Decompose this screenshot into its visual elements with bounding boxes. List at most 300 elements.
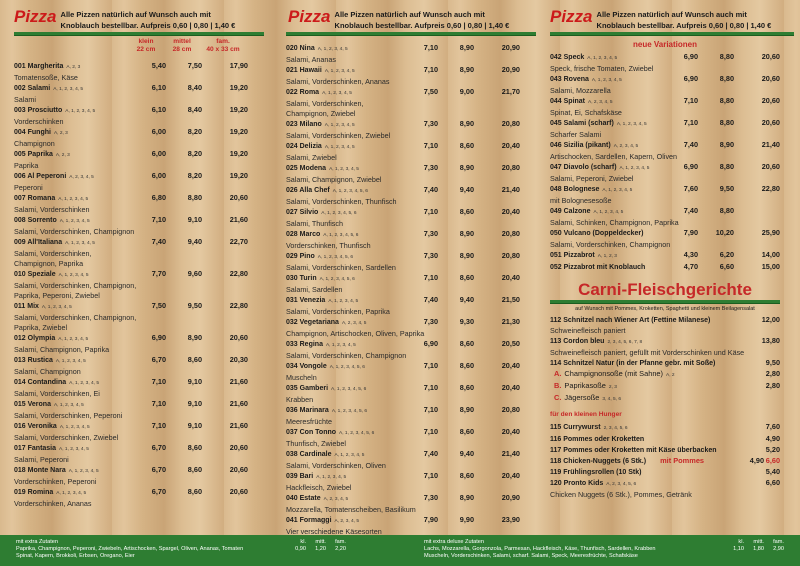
menu-item-name: 040 Estate <box>286 495 321 502</box>
menu-item-description: Salami, Champignon <box>14 367 81 376</box>
price-small: 7,30 <box>423 251 438 260</box>
price-small: 6,90 <box>423 339 438 348</box>
menu-item-row <box>286 317 520 329</box>
kids-item-name-wrap <box>550 422 744 434</box>
menu-item <box>286 361 520 383</box>
allergen-codes: A, 1, 2, 3, 4, 5, 6 <box>323 233 359 238</box>
allergen-codes: A, 2, 3, 4, 5 <box>334 519 360 524</box>
price-small: 7,30 <box>423 317 438 326</box>
menu-item-name: 020 Nina <box>286 45 315 52</box>
menu-item-description: Salami, Thunfisch <box>286 219 343 228</box>
pizza-list-new <box>548 40 800 500</box>
menu-item <box>14 127 248 149</box>
price-medium: 9,10 <box>187 377 202 386</box>
menu-item-name-wrap <box>286 119 402 131</box>
price-small: 7,10 <box>423 65 438 74</box>
kids-item-row <box>550 434 780 445</box>
price-medium: 9,40 <box>187 237 202 246</box>
menu-item-row <box>286 427 520 439</box>
menu-item-description: Salami, Vorderschinken, Champignon, <box>14 313 137 322</box>
sauce-name: Champignonsoße (mit Sahne) <box>564 369 663 378</box>
kids-item-name: 120 Pronto Kids <box>550 480 604 487</box>
menu-item-name-wrap <box>14 237 130 249</box>
price-small: 7,50 <box>151 301 166 310</box>
menu-item-name-wrap <box>14 421 130 433</box>
price-medium: 8,60 <box>459 141 474 150</box>
size-header <box>0 38 270 53</box>
price-family: 20,60 <box>229 443 248 452</box>
menu-item <box>14 355 248 377</box>
price-family: 21,40 <box>501 185 520 194</box>
menu-item-description: Salami, Vorderschinken, Zwiebel <box>286 131 391 140</box>
menu-item-name: 041 Formaggi <box>286 517 332 524</box>
menu-item-row <box>286 295 520 307</box>
price-family: 21,60 <box>229 377 248 386</box>
menu-item-row <box>550 250 780 262</box>
menu-item-name: 028 Marco <box>286 231 321 238</box>
price-medium: 6,20 <box>719 250 734 259</box>
menu-item-name-wrap <box>14 377 130 389</box>
allergen-codes: A, 1, 2, 3, 4, 5 <box>616 122 647 127</box>
menu-item-name: 032 Vegetariana <box>286 319 339 326</box>
menu-item-name-wrap <box>550 74 662 86</box>
menu-item <box>14 443 248 465</box>
kids-item-name: 115 Currywurst <box>550 424 601 431</box>
menu-item-name: 030 Turin <box>286 275 317 282</box>
sauce-letter: A. <box>554 369 562 378</box>
menu-item-name-wrap <box>286 87 402 99</box>
green-divider <box>550 300 780 304</box>
allergen-codes: A, 2, 3, 4, 5 <box>588 100 613 105</box>
menu-item <box>286 65 520 87</box>
deluxe-toppings-block: mit extra deluxe Zutaten kl. mitt. fam. Lachs, Mozzarella, Gorgonzola, Parmesan, Hackfleisch, Käse, Thunfisch, Sardellen, Krabben 1,10 1,80 2,90 Muscheln, Vorderschinken, Salami, scharf. Salami, Speck, Meeresfrüchte, Schafskäse <box>424 539 784 559</box>
menu-item <box>286 317 520 339</box>
allergen-codes: A, 1, 2, 3, 4, 5 <box>53 87 84 92</box>
allergen-codes: A, 2, 3, 4, 5 <box>613 144 639 149</box>
menu-item-name: 004 Funghi <box>14 129 51 136</box>
menu-item <box>286 295 520 317</box>
price-small: 7,40 <box>423 185 438 194</box>
menu-item-row <box>14 269 248 281</box>
menu-item-row <box>14 399 248 411</box>
meat-dish-price: 9,50 <box>765 358 780 367</box>
menu-item-name: 019 Romina <box>14 489 54 496</box>
menu-item-description: Paprika <box>14 161 39 170</box>
menu-item-name: 021 Hawaii <box>286 67 322 74</box>
menu-item-name: 052 Pizzabrot mit Knoblauch <box>550 264 646 271</box>
menu-column-3 <box>548 0 800 535</box>
allergen-codes: A, 1, 2, 3, 4, 5 <box>328 299 359 304</box>
menu-item-row <box>14 421 248 433</box>
price-small: 6,90 <box>151 333 166 342</box>
menu-item-row <box>14 301 248 313</box>
pizza-header <box>0 0 270 30</box>
price-medium: 8,60 <box>459 339 474 348</box>
price-small: 5,40 <box>151 61 166 70</box>
menu-item <box>14 83 248 105</box>
meat-dish-price: 12,00 <box>761 315 780 324</box>
menu-item <box>14 399 248 421</box>
menu-item-name-wrap <box>550 96 662 108</box>
allergen-codes: A, 1, 2, 3 <box>597 254 617 259</box>
menu-item-name: 031 Venezia <box>286 297 326 304</box>
menu-item <box>286 141 520 163</box>
menu-item-row <box>14 333 248 345</box>
menu-item-description: Vorderschinken, Ananas <box>14 499 92 508</box>
kids-item-name: 118 Chicken-Nuggets (6 Stk.) <box>550 458 647 465</box>
meat-dish-row <box>550 336 780 348</box>
menu-item <box>286 43 520 65</box>
menu-item-row <box>14 171 248 183</box>
menu-item-row <box>14 377 248 389</box>
price-small: 7,30 <box>423 229 438 238</box>
green-divider <box>14 32 264 36</box>
menu-item <box>14 171 248 193</box>
allergen-codes: A, 2, 3 <box>66 65 81 70</box>
allergen-codes: 2, 3, 4, 5, 6 <box>603 426 628 431</box>
price-medium: 8,40 <box>187 105 202 114</box>
price-family: 19,20 <box>229 127 248 136</box>
kids-item-price: 6,60 <box>765 478 780 487</box>
sauce-price: 2,80 <box>765 369 780 378</box>
price-small: 7,10 <box>423 405 438 414</box>
price-medium: 9,10 <box>187 399 202 408</box>
kids-item-name-wrap <box>550 478 744 490</box>
menu-item-description: Peperoni <box>14 183 43 192</box>
kids-item-name-wrap <box>550 456 742 467</box>
kids-menu-list <box>550 422 780 500</box>
extras-line: Spinat, Kapern, Brokkoli, Erbsen, Oregano, Eier <box>16 553 135 559</box>
menu-item-name-wrap <box>14 105 130 117</box>
pizza-header <box>548 0 800 30</box>
menu-item-description: Vorderschinken, Peperoni <box>14 477 97 486</box>
menu-item <box>550 184 780 206</box>
menu-item-description: Salami, Vorderschinken, Champignon <box>14 227 135 236</box>
price-family: 21,60 <box>229 421 248 430</box>
pizza-header <box>282 0 542 30</box>
price-small: 6,90 <box>683 52 698 61</box>
menu-item-name: 039 Bari <box>286 473 314 480</box>
menu-item-name: 045 Salami (scharf) <box>550 120 614 127</box>
menu-item-description: Salami, Sardellen <box>286 285 343 294</box>
price-family: 25,90 <box>761 228 780 237</box>
deluxe-title: mit extra deluxe Zutaten <box>424 539 485 545</box>
menu-item-name-wrap <box>14 333 130 345</box>
allergen-codes: 2, 3, 4, 5, 6, 7, 8 <box>607 340 643 345</box>
kids-item-name-wrap <box>550 434 744 445</box>
menu-item <box>14 333 248 355</box>
allergen-codes: A, 1, 2, 3, 4, 5 <box>58 337 89 342</box>
price-medium: 9,50 <box>719 184 734 193</box>
menu-item-description: Mozzarella, Tomatenscheiben, Basilikum <box>286 505 416 514</box>
price-family: 20,40 <box>501 471 520 480</box>
sauce-letter: B. <box>554 381 562 390</box>
allergen-codes: A, 1, 2, 3, 4, 5 <box>324 123 355 128</box>
menu-item-row <box>14 487 248 499</box>
kids-item <box>550 445 780 456</box>
price-small: 7,90 <box>683 228 698 237</box>
price-small: 6,00 <box>151 149 166 158</box>
kids-item-name-wrap <box>550 467 744 478</box>
price-family: 20,40 <box>501 207 520 216</box>
menu-item-row <box>286 339 520 351</box>
menu-item-row <box>14 83 248 95</box>
price-family: 22,80 <box>229 301 248 310</box>
menu-item-name: 008 Sorrento <box>14 217 57 224</box>
allergen-codes: A, 1, 2, 3, 4, 5 <box>329 167 359 172</box>
price-small: 7,30 <box>423 163 438 172</box>
menu-item <box>286 405 520 427</box>
menu-item-name: 002 Salami <box>14 85 51 92</box>
kids-item-row <box>550 445 780 456</box>
price-medium: 8,20 <box>187 171 202 180</box>
menu-item <box>550 206 780 228</box>
price-family: 20,80 <box>501 119 520 128</box>
meat-dish-description: Schweinefleisch paniert, gefüllt mit Vorderschinken und Käse <box>550 348 745 357</box>
menu-item-name: 034 Vongole <box>286 363 327 370</box>
menu-item-name-wrap <box>14 465 130 477</box>
menu-item-description: Salami, Peperoni, Zwiebel <box>550 174 634 183</box>
price-medium: 9,10 <box>187 215 202 224</box>
pizza-list <box>0 61 270 509</box>
menu-item-name-wrap <box>14 61 130 73</box>
allergen-codes: A, 1, 2, 3, 4, 5, 6 <box>321 211 357 216</box>
price-medium: 8,60 <box>187 443 202 452</box>
price-family: 20,80 <box>501 405 520 414</box>
menu-item <box>550 96 780 118</box>
price-medium: 8,90 <box>459 119 474 128</box>
price-medium: 8,90 <box>459 43 474 52</box>
price-family: 20,60 <box>229 465 248 474</box>
extra-toppings-block: mit extra Zutaten kl. mitt. fam. Paprika, Champignon, Peperoni, Zwiebeln, Artischocken, Spargel, Oliven, Ananas, Tomaten 0,90 1,20 2,20 Spinat, Kapern, Brokkoli, Erbsen, Oregano, Eier <box>16 539 346 559</box>
sauce-option <box>550 381 780 393</box>
allergen-codes: 2, 3 <box>608 385 617 390</box>
menu-item <box>550 118 780 140</box>
menu-item-name: 010 Speziale <box>14 271 56 278</box>
price-family: 22,70 <box>229 237 248 246</box>
allergen-codes: A, 2, 3, 4, 5 <box>341 321 367 326</box>
sauce-option <box>550 393 780 405</box>
menu-item-description: Vorderschinken, Thunfisch <box>286 241 371 250</box>
price-medium: 8,90 <box>459 493 474 502</box>
menu-item-description: Salami, Vorderschinken, Sardellen <box>286 263 396 272</box>
menu-item-description: Krabben <box>286 395 314 404</box>
price-medium: 9,50 <box>187 301 202 310</box>
menu-item-description: mit Bolognesesoße <box>550 196 612 205</box>
menu-item-row <box>286 65 520 77</box>
price-small: 7,10 <box>423 273 438 282</box>
size-family: fam. 40 x 33 cm <box>206 38 240 53</box>
price-small: 6,70 <box>151 465 166 474</box>
menu-item-name: 012 Olympia <box>14 335 56 342</box>
menu-item-row <box>286 471 520 483</box>
price-family: 23,90 <box>501 515 520 524</box>
menu-item-row <box>550 74 780 86</box>
menu-item-name: 027 Silvio <box>286 209 319 216</box>
menu-item-row <box>286 229 520 241</box>
pizza-list <box>282 43 542 535</box>
kids-item-row <box>550 467 780 478</box>
price-family: 20,80 <box>501 163 520 172</box>
price-family: 20,40 <box>501 383 520 392</box>
allergen-codes: A, 1, 2, 3, 4, 5 <box>69 381 99 386</box>
kids-item-description: Chicken Nuggets (6 Stk.), Pommes, Getränk <box>550 490 692 499</box>
menu-item <box>14 421 248 443</box>
kids-item-row <box>550 456 780 467</box>
allergen-codes: A, 1, 2, 3, 4, 5 <box>59 425 90 430</box>
menu-item-name: 006 Al Peperoni <box>14 173 67 180</box>
menu-item-name-wrap <box>286 43 402 55</box>
price-medium: 8,20 <box>187 127 202 136</box>
menu-item <box>14 215 248 237</box>
menu-item-description: Salami <box>14 95 36 104</box>
allergen-codes: A, 2, 3 <box>55 153 70 158</box>
price-family: 20,80 <box>501 251 520 260</box>
menu-item-description: Hackfleisch, Zwiebel <box>286 483 352 492</box>
menu-item-row <box>550 206 780 218</box>
menu-item <box>14 61 248 83</box>
menu-item-name: 026 Alla Chef <box>286 187 330 194</box>
meat-dish-price: 13,80 <box>761 336 780 345</box>
sauce-name-wrap <box>550 393 744 405</box>
price-small: 7,40 <box>683 206 698 215</box>
price-medium: 8,90 <box>459 163 474 172</box>
menu-item-row <box>550 228 780 240</box>
menu-item-description: Vier verschiedene Käsesorten <box>286 527 382 535</box>
price-medium: 8,80 <box>719 52 734 61</box>
allergen-codes: A, 1, 2, 3, 4, 5 <box>324 69 355 74</box>
allergen-codes: A, 1, 2, 3, 4, 5 <box>593 210 624 215</box>
menu-item-row <box>286 185 520 197</box>
menu-item-description: Paprika, Peperoni, Zwiebel <box>14 291 100 300</box>
menu-item-name-wrap <box>14 83 130 95</box>
menu-item-name-wrap <box>550 206 662 218</box>
new-pizza-items <box>550 52 780 274</box>
meat-dish-description: Schweinefleisch paniert <box>550 326 626 335</box>
menu-item <box>14 465 248 487</box>
allergen-codes: A, 1, 2, 3, 4, 5 <box>65 241 95 246</box>
green-divider <box>550 32 794 36</box>
allergen-codes: A, 1, 2, 3, 4, 5 <box>591 78 622 83</box>
allergen-codes: A, 1, 2, 3, 4, 5 <box>56 491 87 496</box>
price-family: 19,20 <box>229 83 248 92</box>
allergen-codes: A, 2, 3, 4, 5 <box>69 175 94 180</box>
menu-item-description: Salami, Vorderschinken, Ananas <box>286 77 390 86</box>
menu-item <box>286 339 520 361</box>
menu-item-name-wrap <box>550 52 662 64</box>
allergen-codes: A, 1, 2, 3, 4, 5 <box>317 47 348 52</box>
sauce-letter: C. <box>554 393 562 402</box>
price-small: 6,70 <box>151 355 166 364</box>
allergen-codes: A, 1, 2, 3, 4, 5 <box>602 188 633 193</box>
price-small: 7,10 <box>151 215 166 224</box>
menu-item-name-wrap <box>286 361 402 373</box>
menu-column-2 <box>282 0 542 535</box>
menu-item-row <box>286 207 520 219</box>
price-small: 6,80 <box>151 193 166 202</box>
price-medium: 10,20 <box>715 228 734 237</box>
menu-item-description: Salami, Peperoni <box>14 455 69 464</box>
allergen-codes: A, 1, 2, 3, 4, 5 <box>59 447 89 452</box>
menu-item-name: 036 Marinara <box>286 407 329 414</box>
allergen-codes: A, 1, 2, 3, 4, 5 <box>587 56 618 61</box>
extras-line: Paprika, Champignon, Peperoni, Zwiebeln, Artischocken, Spargel, Oliven, Ananas, Tomaten <box>16 546 244 552</box>
price-small: 6,70 <box>151 443 166 452</box>
price-family: 21,70 <box>501 87 520 96</box>
size-medium: mittel 28 cm <box>172 38 192 53</box>
menu-item-name-wrap <box>14 487 130 499</box>
menu-item-name-wrap <box>286 493 402 505</box>
price-small: 7,40 <box>423 449 438 458</box>
menu-item-row <box>14 215 248 227</box>
menu-item-row <box>286 405 520 417</box>
menu-item-row <box>14 465 248 477</box>
kids-item-name: 117 Pommes oder Kroketten mit Käse überbacken <box>550 447 717 454</box>
menu-item-description: Salami, Champignon, Zwiebel <box>286 175 382 184</box>
menu-item <box>550 228 780 250</box>
allergen-codes: A, 1, 2, 3, 4, 5, 6 <box>319 277 355 282</box>
price-small: 7,30 <box>423 119 438 128</box>
menu-item-row <box>286 87 520 99</box>
price-family: 20,90 <box>501 493 520 502</box>
allergen-codes: A, 1, 2, 3, 4, 5, 6 <box>339 431 375 436</box>
price-small: 7,50 <box>423 87 438 96</box>
menu-item-row <box>550 140 780 152</box>
allergen-codes: A, 2 <box>666 373 675 378</box>
menu-item-name: 005 Paprika <box>14 151 53 158</box>
meat-dish-name-wrap <box>550 315 744 326</box>
menu-item-name: 016 Veronika <box>14 423 57 430</box>
meat-dish-row <box>550 358 780 369</box>
menu-item-description: Salami, Mozzarella <box>550 86 611 95</box>
menu-item-description: Salami, Vorderschinken, Champignon <box>550 240 671 249</box>
price-small: 7,10 <box>423 361 438 370</box>
menu-item <box>286 119 520 141</box>
menu-item-name-wrap <box>14 301 130 313</box>
price-small: 7,30 <box>423 493 438 502</box>
menu-item <box>286 251 520 273</box>
price-family: 21,60 <box>229 215 248 224</box>
menu-item-name-wrap <box>286 251 402 263</box>
menu-item-name: 038 Cardinale <box>286 451 332 458</box>
menu-item-name: 025 Modena <box>286 165 327 172</box>
menu-item-name-wrap <box>286 273 402 285</box>
price-family: 21,50 <box>501 295 520 304</box>
price-medium: 8,90 <box>459 229 474 238</box>
menu-item-description: Champignon, Paprika <box>14 259 84 268</box>
price-family: 21,40 <box>501 449 520 458</box>
menu-item-name-wrap <box>286 339 402 351</box>
menu-item <box>286 185 520 207</box>
meat-dish <box>550 358 780 369</box>
menu-item-row <box>14 127 248 139</box>
price-medium: 8,60 <box>459 273 474 282</box>
menu-item-name-wrap <box>286 185 402 197</box>
menu-item-description: Meeresfrüchte <box>286 417 332 426</box>
allergen-codes: A, 1, 2, 3, 4, 5 <box>58 197 89 202</box>
menu-item-row <box>14 105 248 117</box>
kids-item <box>550 422 780 434</box>
menu-item-name: 024 Delizia <box>286 143 322 150</box>
menu-item <box>550 74 780 96</box>
allergen-codes: A, 1, 2, 3, 4, 5 <box>322 91 352 96</box>
kids-item-price: 5,20 <box>765 445 780 454</box>
menu-item-name-wrap <box>286 515 402 527</box>
meat-dish <box>550 336 780 358</box>
menu-item-row <box>550 118 780 130</box>
price-small: 7,40 <box>683 140 698 149</box>
menu-item-name: 018 Monte Nara <box>14 467 66 474</box>
